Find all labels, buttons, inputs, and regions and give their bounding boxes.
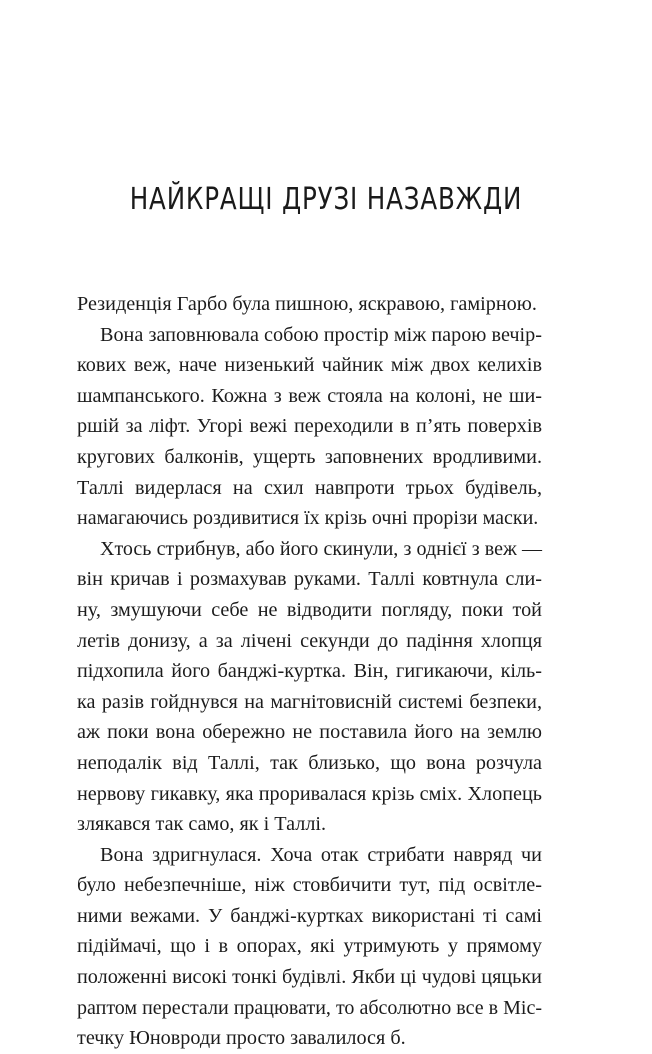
text-line: течку Юновроди просто завалилося б. bbox=[77, 1027, 406, 1050]
text-line: ну, змушуючи себе не відводити погляду, поки той bbox=[77, 598, 542, 621]
text-line: Вона здригнулася. Хоча отак стрибати навряд чи bbox=[100, 843, 542, 866]
text-line: було небезпечніше, ніж стовбичити тут, під освітле- bbox=[77, 874, 542, 897]
text-line: положенні високі тонкі будівлі. Якби ці чудові цяцьки bbox=[77, 966, 542, 989]
text-line: Хтось стрибнув, або його скинули, з однієї з веж — bbox=[100, 537, 542, 560]
text-line: раптом перестали працювати, то абсолютно все в Міс- bbox=[77, 996, 542, 1019]
text-line: кових веж, наче низенький чайник між двох келихів bbox=[77, 354, 542, 377]
text-line: Вона заповнювала собою простір між парою вечір- bbox=[100, 323, 542, 346]
text-line: кругових балконів, ущерть заповнених вродливими. bbox=[77, 445, 542, 468]
text-line: шампанського. Кожна з веж стояла на колоні, не ши- bbox=[77, 384, 542, 407]
text-line: підіймачі, що і в опорах, які утримують у прямому bbox=[77, 935, 542, 958]
body-text bbox=[77, 289, 542, 1054]
text-line: намагаючись роздивитися їх крізь очні прорізи маски. bbox=[77, 507, 539, 530]
text-line: він кричав і розмахував руками. Таллі ковтнула сли- bbox=[77, 568, 542, 591]
chapter-title: НАЙКРАЩІ ДРУЗІ НАЗАВЖДИ bbox=[129, 182, 523, 217]
text-line: підхопила його банджі-куртка. Він, гигикаючи, кіль- bbox=[77, 660, 542, 683]
text-line: аж поки вона обережно не поставила його на землю bbox=[77, 721, 542, 744]
text-line: Резиденція Гарбо була пишною, яскравою, гамірною. bbox=[77, 293, 537, 315]
text-line: ршій за ліфт. Угорі вежі переходили в п’ять поверхів bbox=[77, 415, 542, 438]
text-line: ка разів гойднувся на магнітовисній системі безпеки, bbox=[77, 690, 542, 713]
text-line: Таллі видерлася на схил навпроти трьох будівель, bbox=[77, 476, 542, 499]
text-line: нервову гикавку, яка проривалася крізь сміх. Хлопець bbox=[77, 782, 542, 805]
text-line: неподалік від Таллі, так близько, що вона розчула bbox=[77, 751, 542, 774]
text-line: летів донизу, а за лічені секунди до падіння хлопця bbox=[77, 629, 542, 652]
text-line: ними вежами. У банджі-куртках використані ті самі bbox=[77, 904, 542, 927]
text-line: злякався так само, як і Таллі. bbox=[77, 813, 327, 836]
